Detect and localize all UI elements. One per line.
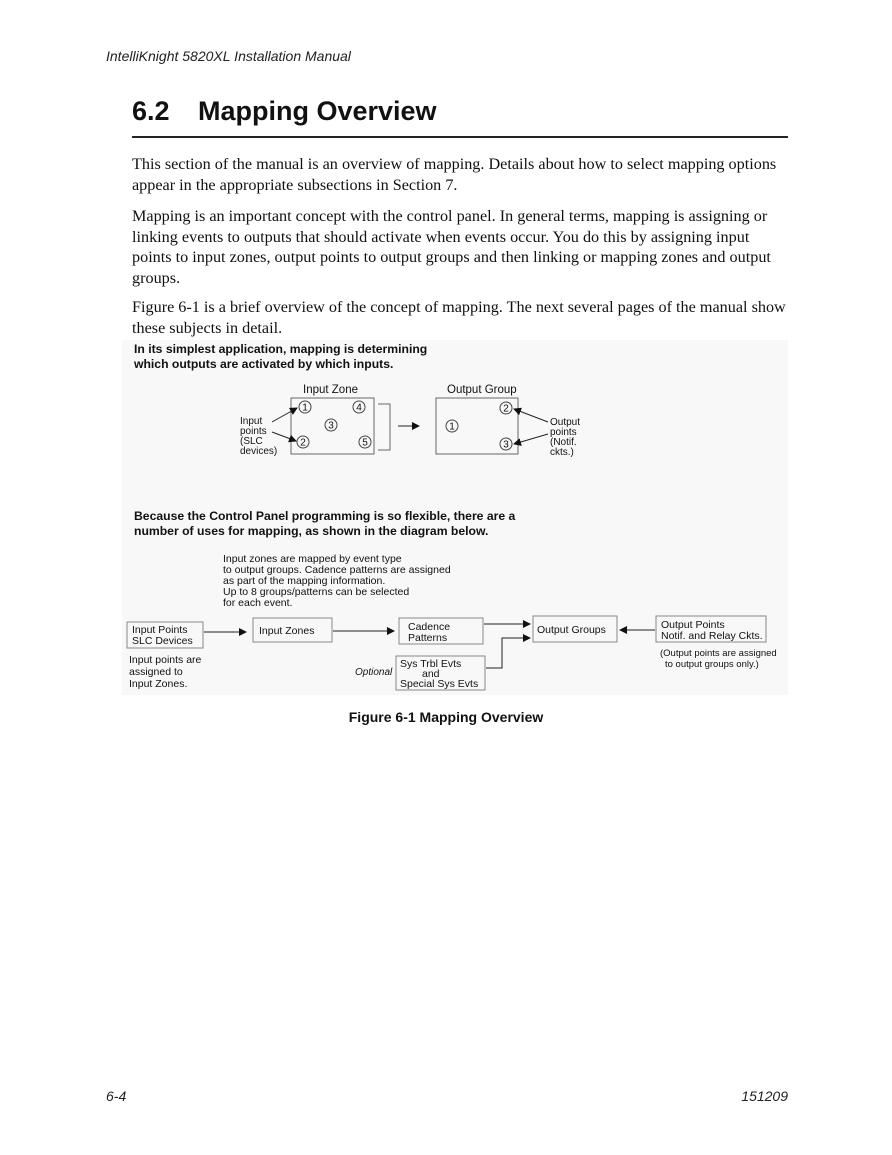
- sys-trbl-box-line-1: Sys Trbl Evts: [400, 658, 462, 670]
- note-line: points: [240, 426, 267, 437]
- output-groups-box-label: Output Groups: [537, 624, 606, 636]
- note-line: to output groups only.): [665, 659, 759, 670]
- note-line: Output: [550, 417, 581, 428]
- input-points-box-line-1: Input Points: [132, 624, 188, 636]
- point-number: 3: [328, 420, 334, 432]
- document-number: 151209: [741, 1088, 788, 1104]
- note-line: to output groups. Cadence patterns are assigned: [223, 564, 451, 576]
- note-line: (SLC: [240, 436, 263, 447]
- output-points-box-line-2: Notif. and Relay Ckts.: [661, 630, 763, 642]
- note-line: points: [550, 427, 577, 438]
- point-number: 2: [503, 403, 509, 415]
- optional-label: Optional: [355, 667, 393, 678]
- note-line: ckts.): [550, 447, 574, 458]
- point-number: 1: [302, 402, 308, 414]
- section-number: 6.2: [132, 96, 170, 126]
- sys-trbl-box-line-2: and: [422, 668, 440, 680]
- note-line: (Notif.: [550, 437, 577, 448]
- note-line: Input points are: [129, 654, 202, 666]
- point-number: 4: [356, 402, 362, 414]
- paragraph-mapping-concept: Mapping is an important concept with the control panel. In general terms, mapping is assigning or linking events to outputs that should activate when events occur. You do this by assigning input points to input zones, output points to output groups and then linking or mapping zones and output groups.: [132, 207, 771, 287]
- output-group-label: Output Group: [447, 384, 517, 396]
- note-line: Up to 8 groups/patterns can be selected: [223, 586, 410, 598]
- note-line: for each event.: [223, 597, 293, 609]
- manual-header: IntelliKnight 5820XL Installation Manual: [106, 48, 351, 64]
- cadence-box-line-1: Cadence: [408, 621, 451, 633]
- flexible-line-2: number of uses for mapping, as shown in the diagram below.: [134, 524, 489, 538]
- page-number: 6-4: [106, 1088, 127, 1104]
- note-line: devices): [240, 446, 278, 457]
- section-title: Mapping Overview: [198, 96, 437, 126]
- point-number: 3: [503, 439, 509, 451]
- section-heading: [132, 96, 788, 138]
- input-points-box-line-2: SLC Devices: [132, 635, 193, 647]
- flexible-line-1: Because the Control Panel programming is so flexible, there are a: [134, 509, 516, 523]
- input-zones-box-label: Input Zones: [259, 625, 315, 637]
- point-number: 1: [449, 421, 455, 433]
- figure-intro-line-1: In its simplest application, mapping is determining: [134, 342, 428, 356]
- figure-intro-line-2: which outputs are activated by which inputs.: [134, 357, 394, 371]
- note-line: Input Zones.: [129, 678, 188, 690]
- mapping-overview-figure: [122, 340, 788, 695]
- point-number: 2: [300, 437, 306, 449]
- sys-trbl-box-line-3: Special Sys Evts: [400, 678, 479, 690]
- paragraph-figure-reference: Figure 6-1 is a brief overview of the concept of mapping. The next several pages of the manual show these subjects in detail.: [132, 298, 786, 337]
- note-line: Input: [240, 416, 263, 427]
- point-number: 5: [362, 437, 368, 449]
- note-line: (Output points are assigned: [660, 648, 777, 659]
- output-points-box-line-1: Output Points: [661, 619, 725, 631]
- cadence-box-line-2: Patterns: [408, 632, 448, 644]
- note-line: assigned to: [129, 666, 183, 678]
- mapping-diagram: [122, 340, 788, 695]
- figure-caption: Figure 6-1 Mapping Overview: [348, 709, 544, 725]
- note-line: as part of the mapping information.: [223, 575, 386, 587]
- input-zone-label: Input Zone: [303, 384, 358, 396]
- paragraph-intro: This section of the manual is an overview of mapping. Details about how to select mapping options appear in the appropriate subsections in Section 7.: [132, 155, 777, 194]
- note-line: Input zones are mapped by event type: [223, 553, 402, 565]
